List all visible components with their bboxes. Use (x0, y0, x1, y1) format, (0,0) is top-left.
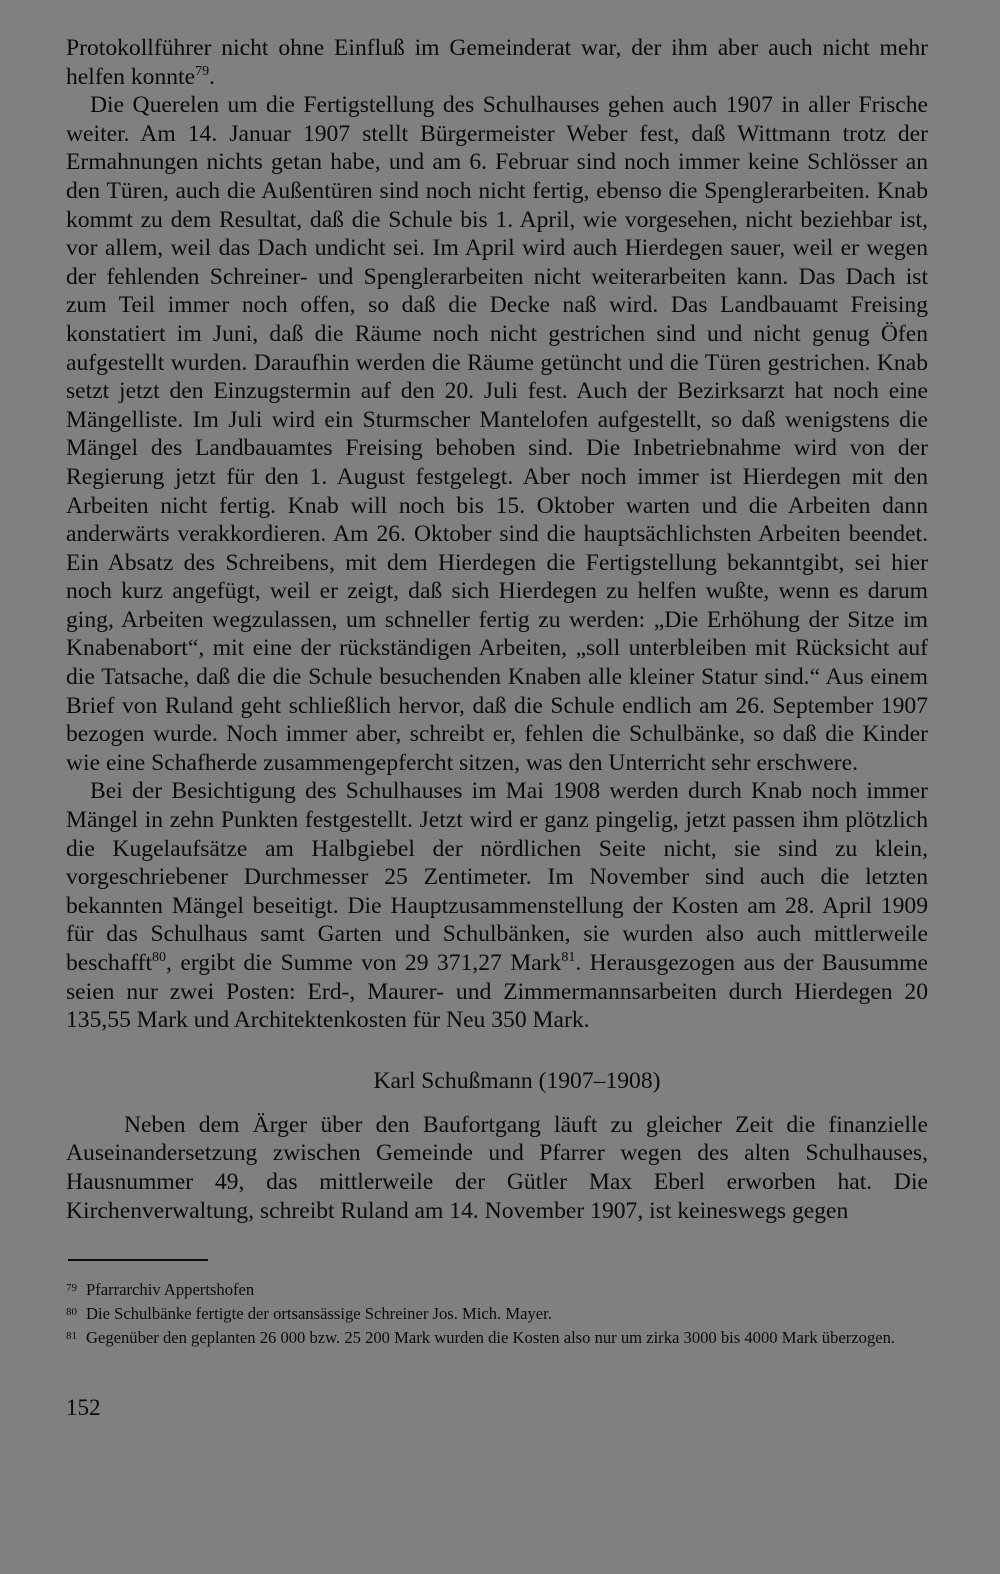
footnote-text: Pfarrarchiv Appertshofen (86, 1280, 255, 1300)
paragraph-3-text-b: , ergibt die Summe von 29 371,27 Mark (166, 950, 562, 976)
footnote-ref-81: 81 (561, 950, 576, 966)
paragraph-1-text: Protokollführer nicht ohne Einfluß im Gemeinderat war, der ihm aber auch nicht mehr helfen konnte (66, 35, 928, 90)
footnote-80 (66, 1301, 928, 1325)
footnote-mark: 79 (66, 1282, 77, 1295)
footnote-text: Gegenüber den geplanten 26 000 bzw. 25 200 Mark wurden die Kosten also nur um zirka 3000 bis 4000 Mark überzogen. (86, 1328, 896, 1348)
footnote-ref-79: 79 (195, 63, 210, 79)
footnote-mark: 80 (66, 1306, 77, 1319)
footnote-ref-80: 80 (152, 950, 167, 966)
page-number: 152 (66, 1395, 101, 1421)
paragraph-3-text-c: . Herausgezogen aus der Bausumme seien nur zwei Posten: Erd-, Maurer- und Zimmermannsarbeiten durch Hierdegen 20 135,55 Mark und Architektenkosten für Neu 350 Mark. (66, 950, 929, 1034)
footnotes (66, 1277, 928, 1349)
paragraph-1 (66, 34, 928, 91)
paragraph-3-text-a: Bei der Besichtigung des Schulhauses im Mai 1908 werden durch Knab noch immer Mängel in zehn Punkten festgestellt. Jetzt wird er ganz pingelig, jetzt passen ihm plötzlich die Kugelaufsätze am Halbgiebel der nördlichen Seite nicht, sie sind zu klein, vorgeschriebener Durchmesser 25 Zentimeter. Im November sind auch die letzten bekannten Mängel beseitigt. Die Hauptzusammenstellung der Kosten am 28. April 1909 für das Schulhaus samt Garten und Schulbänken, sie wurden also auch mittlerweile beschafft (66, 778, 928, 976)
footnote-text: Die Schulbänke fertigte der ortsansässige Schreiner Jos. Mich. Mayer. (86, 1304, 552, 1324)
paragraph-2: Die Querelen um die Fertigstellung des Schulhauses gehen auch 1907 in aller Frische weiter. Am 14. Januar 1907 stellt Bürgermeister Weber fest, daß Wittmann trotz der Ermahnungen nichts getan habe, und am 6. Februar sind noch immer keine Schlösser an den Türen, auch die Außentüren sind noch nicht fertig, ebenso die Spenglerarbeiten. Knab kommt zu dem Resultat, daß die Schule bis 1. April, wie vorgesehen, nicht beziehbar ist, vor allem, weil das Dach undicht sei. Im April wird auch Hierdegen sauer, weil er wegen der fehlenden Schreiner- und Spenglerarbeiten nicht weiterarbeiten kann. Das Dach ist zum Teil immer noch offen, so daß die Decke naß wird. Das Landbauamt Freising konstatiert im Juni, daß die Räume noch nicht gestrichen sind und nicht genug Öfen aufgestellt wurden. Daraufhin werden die Räume getüncht und die Türen gestrichen. Knab setzt jetzt den Einzugstermin auf den 20. Juli fest. Auch der Bezirksarzt hat noch eine Mängelliste. Im Juli wird ein Sturmscher Mantelofen aufgestellt, so daß wenigstens die Mängel des Landbauamtes Freising behoben sind. Die Inbetriebnahme wird von der Regierung jetzt für den 1. August festgelegt. Aber noch immer ist Hierdegen mit den Arbeiten nicht fertig. Knab will noch bis 15. Oktober warten und die Arbeiten dann anderwärts verakkordieren. Am 26. Oktober sind die hauptsächlichsten Arbeiten beendet. Ein Absatz des Schreibens, mit dem Hierdegen die Fertigstellung bekanntgibt, sei hier noch kurz angefügt, weil er zeigt, daß sich Hierdegen zu helfen wußte, wenn es darum ging, Arbeiten wegzulassen, um schneller fertig zu werden: „Die Erhöhung der Sitze im Knabenabort“, mit eine der rückständigen Arbeiten, „soll unterbleiben mit Rücksicht auf die Tatsache, daß die die Schule besuchenden Knaben alle kleiner Statur sind.“ Aus einem Brief von Ruland geht schließlich hervor, daß die Schule endlich am 26. September 1907 bezogen wurde. Noch immer aber, schreibt er, fehlen die Schulbänke, so daß die Kinder wie eine Schafherde zusammengepfercht sitzen, was den Unterricht sehr erschwere. (66, 92, 928, 776)
paragraph-4: Neben dem Ärger über den Baufortgang läuft zu gleicher Zeit die finanzielle Auseinandersetzung zwischen Gemeinde und Pfarrer wegen des alten Schulhauses, Hausnummer 49, das mittlerweile der Gütler Max Eberl erworben hat. Die Kirchenverwaltung, schreibt Ruland am 14. November 1907, ist keineswegs gegen (66, 1111, 928, 1224)
footnote-81 (66, 1325, 928, 1349)
paragraph-1-end: . (209, 63, 215, 90)
footnote-79 (66, 1277, 928, 1301)
paragraph-3 (66, 777, 928, 1034)
footnote-mark: 81 (66, 1330, 77, 1343)
document-page (66, 34, 928, 1421)
section-heading: Karl Schußmann (1907–1908) (373, 1067, 661, 1094)
footnote-divider (68, 1259, 208, 1261)
